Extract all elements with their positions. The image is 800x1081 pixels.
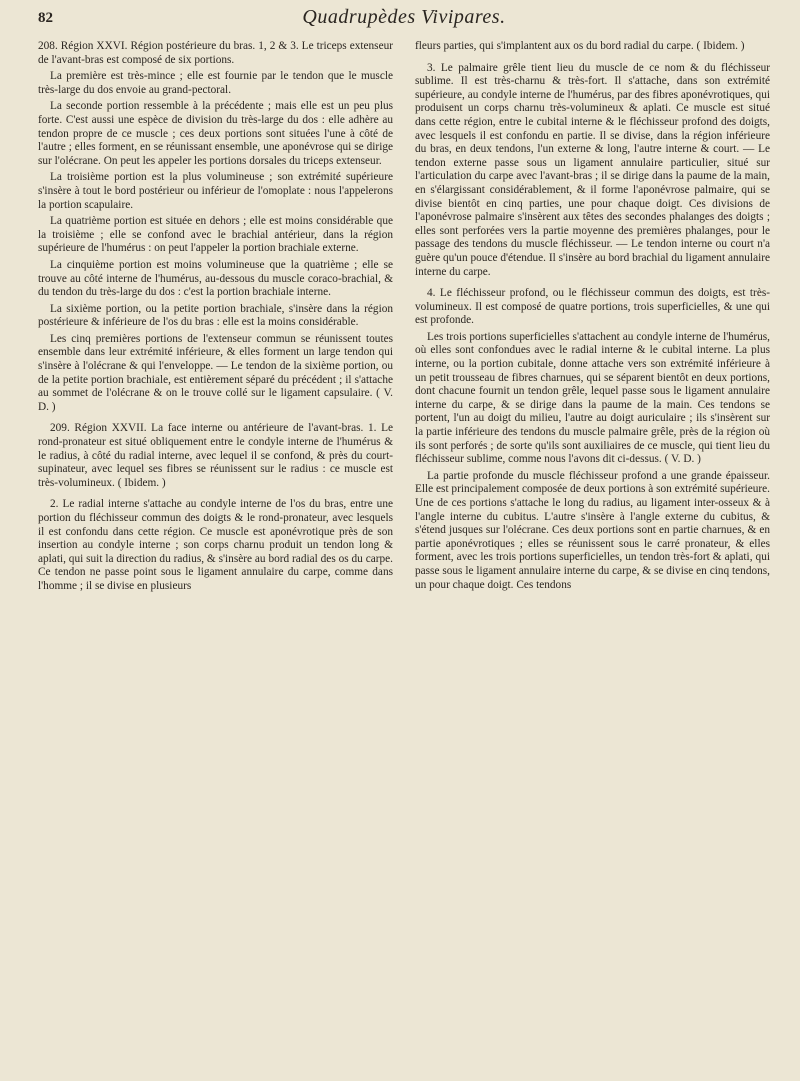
paragraph-208-heading: 208. Région XXVI. Région postérieure du bras. 1, 2 & 3. Le triceps extenseur de l'avant-bras est composé de six portions. <box>38 40 393 66</box>
paragraph-209-heading: 209. Région XXVII. La face interne ou antérieure de l'avant-bras. 1. Le rond-pronateur est situé obliquement entre le condyle interne de l'humérus & le radius, à côté du radial interne, avec lequel il se confond, & près du court-supinateur, avec lequel ses fibres se réunissent sur le radius : ce muscle est très-volumineux. ( Ibidem. ) <box>38 422 393 489</box>
paragraph: 2. Le radial interne s'attache au condyle interne de l'os du bras, entre une portion du fléchisseur commun des doigts & le rond-pronateur, avec lesquels il est confondu dans cette région. Ce muscle est aponévrotique près de son insertion au condyle interne ; son corps charnu produit un tendon long & aplati, qui suit la direction du radius, & s'insère au bord radial des os du carpe. Ce tendon ne passe point sous le ligament annulaire du carpe, comme dans l'homme ; il se divise en plusieurs <box>38 498 393 592</box>
left-column <box>38 40 393 597</box>
running-title: Quadrupèdes Vivipares. <box>302 6 506 28</box>
paragraph: La sixième portion, ou la petite portion brachiale, s'insère dans la région postérieure & inférieure de l'os du bras : elle est la moins considérable. <box>38 302 393 329</box>
paragraph: 4. Le fléchisseur profond, ou le fléchisseur commun des doigts, est très-volumineux. Il est composé de quatre portions, trois superficielles, & une qui est profonde. <box>415 287 770 327</box>
paragraph: La seconde portion ressemble à la précédente ; mais elle est un peu plus forte. C'est aussi une espèce de division du très-large du dos : elle adhère au tendon propre de ce muscle ; ces deux portions sont situées l'une à côté de l'autre ; elles forment, en se réunissant ensemble, une aponévrose qui se dirige sur l'olécrane. On peut les appeler les portions dorsales du triceps extenseur. <box>38 100 393 167</box>
paragraph: Les trois portions superficielles s'attachent au condyle interne de l'humérus, où elles sont confondues avec le radial interne & le cubital interne. La plus interne, ou la portion cubitale, donne attache vers son extrémité inférieure à un petit trousseau de fibres charnues, qui se séparent bientôt en deux portions, dont chacune fournit un tendon grêle, lequel passe sous le ligament annulaire interne du carpe, & se dirige dans la paume de la main. Ces tendons se portent, l'un au doigt du milieu, l'autre au doigt auriculaire ; ils s'insèrent sur la partie inférieure des tendons du muscle palmaire grêle, près de la région où ils sont perforés ; de sorte qu'ils sont auxiliaires de ce muscle, qui tient lieu du fléchisseur sublime, comme nous l'avons dit ci-dessus. ( V. D. ) <box>415 330 770 466</box>
page-number: 82 <box>38 10 53 26</box>
paragraph-continuation: fleurs parties, qui s'implantent aux os du bord radial du carpe. ( Ibidem. ) <box>415 40 745 52</box>
paragraph: Les cinq premières portions de l'extenseur commun se réunissent toutes ensemble dans leur extrémité inférieure, & elles forment un large tendon qui s'insère à l'olécrane & qui l'enveloppe. — Le tendon de la sixième portion, ou de la petite portion brachiale, est entièrement séparé du précédent ; il s'attache au sommet de l'olécrane & on le trouve collé sur le ligament capsulaire. ( V. D. ) <box>38 332 393 413</box>
paragraph: La troisième portion est la plus volumineuse ; son extrémité supérieure s'insère à tout le bord postérieur ou inférieur de l'omoplate : nous l'appelerons la portion scapulaire. <box>38 171 393 211</box>
paragraph: La partie profonde du muscle fléchisseur profond a une grande épaisseur. Elle est principalement composée de deux portions à son extrémité supérieure. Une de ces portions s'attache le long du radius, au ligament inter-osseux & à l'angle interne du cubitus. L'autre s'insère à l'angle externe du cubitus, & s'étend jusques sur l'olécrane. Ces deux portions sont en partie charnues, & en partie aponévrotiques ; elles se réunissent sous le carré pronateur, & elles forment, avec les trois portions superficielles, un tendon très-fort & aplati, qui passe sous le ligament annulaire interne du carpe, & se divise en cinq tendons, un pour chaque doigt. Ces tendons <box>415 469 770 591</box>
paragraph: La quatrième portion est située en dehors ; elle est moins considérable que la troisième ; elle se confond avec le brachial antérieur, dans la région supérieure de l'humérus : on peut l'appeler la portion brachiale externe. <box>38 215 393 255</box>
text-columns <box>38 40 770 597</box>
paragraph: La cinquième portion est moins volumineuse que la quatrième ; elle se trouve au côté interne de l'humérus, au-dessous du muscle coraco-brachial, & du tendon du très-large du dos : c'est la portion brachiale interne. <box>38 258 393 299</box>
paragraph: La première est très-mince ; elle est fournie par le tendon que le muscle très-large du dos envoie au grand-pectoral. <box>38 70 393 96</box>
paragraph: 3. Le palmaire grêle tient lieu du muscle de ce nom & du fléchisseur sublime. Il est très-charnu & très-fort. Il s'attache, dans son extrémité supérieure, au condyle interne de l'humérus, par des fibres aponévrotiques, qui produisent un corps charnu très-volumineux & aplati. Ce muscle est situé dans cette région, entre le cubital interne & le fléchisseur profond des doigts, avec lesquels il est confondu en partie. Il se divise, dans la région inférieure du bras, en deux tendons, l'un externe & long, l'autre interne & court. — Le tendon externe passe sous un ligament annulaire particulier, situé sur l'articulation du carpe avec l'avant-bras ; il se dirige dans la paume de la main, en s'élargissant considérablement, & il forme l'aponévrose palmaire, qui se divise bientôt en cinq parties, une pour chaque doigt. Ces divisions de l'aponévrose palmaire s'insèrent aux têtes des secondes phalanges des doigts ; elles sont perforées vers la partie moyenne des premières phalanges, pour le passage des tendons du muscle fléchisseur. — Le tendon interne ou court n'a guère qu'un pouce d'étendue. Il s'insère au bord brachial du ligament annulaire interne du carpe. <box>415 61 770 278</box>
right-column <box>415 40 770 597</box>
running-head <box>38 6 770 40</box>
